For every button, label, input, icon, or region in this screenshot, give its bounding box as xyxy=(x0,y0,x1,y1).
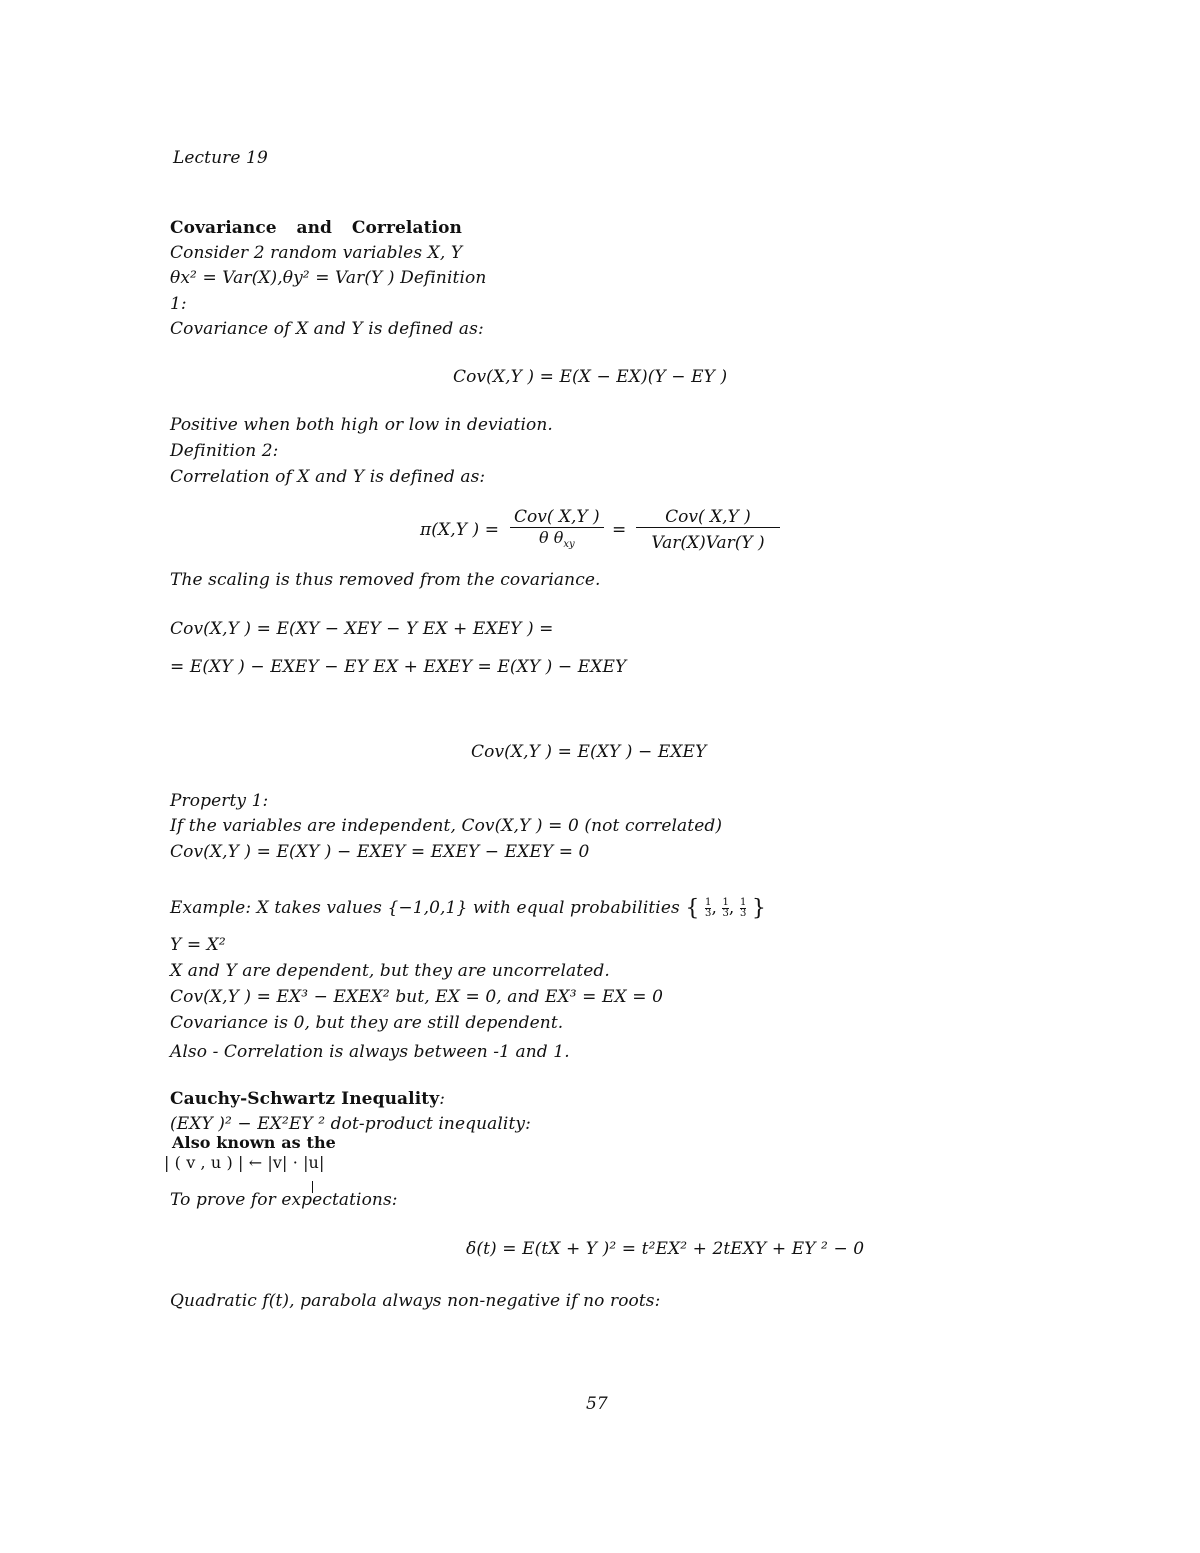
correlation-equals: = xyxy=(612,520,627,540)
example-line: Covariance is 0, but they are still dependent. xyxy=(170,1013,564,1033)
correlation-fraction-2 xyxy=(636,507,780,553)
scaling-note: The scaling is thus removed from the covariance. xyxy=(170,570,601,590)
example-text: Example: X takes values {−1,0,1} with equal probabilities xyxy=(170,898,680,918)
intro-line: θx² = Var(X),θy² = Var(Y ) Definition xyxy=(170,268,487,288)
intro-line: 1: xyxy=(170,294,187,314)
covariance-equation: Cov(X,Y ) = E(X − EX)(Y − EY ) xyxy=(453,367,728,387)
prove-line: To prove for expectations: xyxy=(170,1190,398,1210)
example-line: Cov(X,Y ) = EX³ − EXEX² but, EX = 0, and EX³ = EX = 0 xyxy=(170,987,664,1007)
heading-word: and xyxy=(296,218,333,238)
example-line xyxy=(170,896,766,921)
probability-fraction: $\frac{1}{3}$ xyxy=(739,897,747,919)
page-number: 57 xyxy=(586,1394,608,1414)
example-line: Also - Correlation is always between -1 and 1. xyxy=(170,1042,570,1062)
correlation-lhs: π(X,Y ) = xyxy=(420,520,500,540)
probability-fraction: $\frac{1}{3}$ xyxy=(722,897,729,919)
cauchy-heading-colon: : xyxy=(439,1089,446,1109)
delta-equation: δ(t) = E(tX + Y )² = t²EX² + 2tEXY + EY ² − 0 xyxy=(466,1239,865,1259)
covariance-shortcut-equation: Cov(X,Y ) = E(XY ) − EXEY xyxy=(471,742,707,762)
probability-fraction: $\frac{1}{3}$ xyxy=(704,897,712,919)
quadratic-line: Quadratic f(t), parabola always non-negative if no roots: xyxy=(170,1291,661,1311)
denominator-subscript: xy xyxy=(563,539,575,550)
fraction-numerator: Cov( X,Y ) xyxy=(510,507,604,528)
cauchy-heading xyxy=(170,1089,445,1109)
property-line: If the variables are independent, Cov(X,Y ) = 0 (not correlated) xyxy=(170,816,723,836)
example-line: X and Y are dependent, but they are uncorrelated. xyxy=(170,961,610,981)
vector-inequality: | ( v , u ) | ← |v| · |u| xyxy=(164,1153,325,1172)
expansion-line: = E(XY ) − EXEY − EY EX + EXEY = E(XY ) − EXEY xyxy=(170,657,627,677)
heading-word: Correlation xyxy=(351,218,462,238)
example-line: Y = X² xyxy=(170,935,226,955)
correlation-fraction-1 xyxy=(510,507,604,550)
property-line: Property 1: xyxy=(170,791,269,811)
property-line: Cov(X,Y ) = E(XY ) − EXEY = EXEY − EXEY = 0 xyxy=(170,842,590,862)
cauchy-line: (EXY )² − EX²EY ² dot-product inequality: xyxy=(170,1114,531,1134)
expansion-line: Cov(X,Y ) = E(XY − XEY − Y EX + EXEY ) = xyxy=(170,619,554,639)
intro-line: Covariance of X and Y is defined as: xyxy=(170,319,484,339)
intro-line: Consider 2 random variables X, Y xyxy=(170,243,463,263)
fraction-denominator xyxy=(510,528,604,550)
denominator-text: θ θ xyxy=(539,528,564,547)
heading-word: Covariance xyxy=(170,218,277,238)
fraction-numerator: Cov( X,Y ) xyxy=(636,507,780,528)
probability-set: { $\frac{1}{3}$ , $\frac{1}{3}$ , $\frac{1}{3}$ } xyxy=(685,896,767,921)
def2-line: Definition 2: xyxy=(170,441,279,461)
lecture-title: Lecture 19 xyxy=(173,148,268,168)
cauchy-heading-text: Cauchy-Schwartz Inequality xyxy=(170,1089,440,1109)
def2-line: Positive when both high or low in deviation. xyxy=(170,415,553,435)
section-heading xyxy=(170,218,462,238)
fraction-denominator: Var(X)Var(Y ) xyxy=(651,533,765,553)
cauchy-aka: Also known as the xyxy=(172,1133,336,1152)
def2-line: Correlation of X and Y is defined as: xyxy=(170,467,486,487)
